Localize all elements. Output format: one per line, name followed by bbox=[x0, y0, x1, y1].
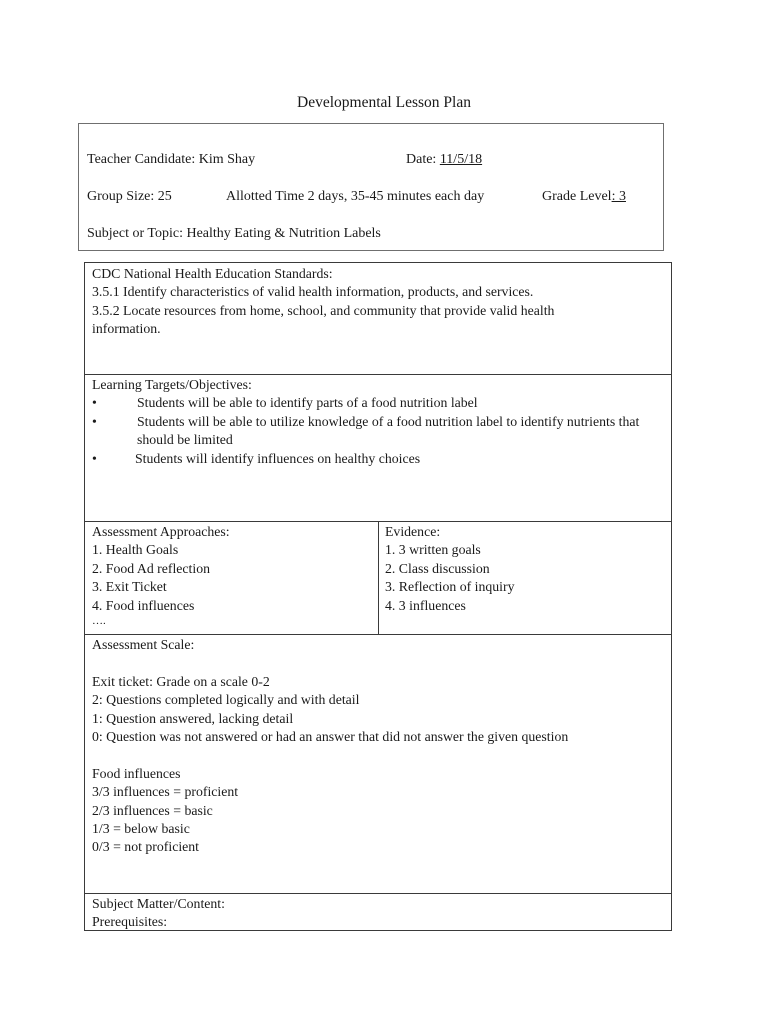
lesson-plan-table bbox=[84, 262, 672, 931]
bullet: • bbox=[92, 395, 97, 411]
objective-text: Students will be able to utilize knowledge of a food nutrition label to identify nutrients that should be limited bbox=[137, 413, 640, 448]
food-influences-criterion: 0/3 = not proficient bbox=[92, 839, 200, 855]
teacher-name: Kim Shay bbox=[198, 152, 256, 167]
evidence-item: 3. Reflection of inquiry bbox=[385, 579, 515, 595]
date-label: Date: bbox=[406, 152, 437, 167]
subject-matter-heading: Subject Matter/Content: bbox=[92, 896, 225, 911]
standard-item: 3.5.2 Locate resources from home, school, and community that provide valid health information. bbox=[92, 302, 555, 337]
lesson-header-box bbox=[78, 123, 664, 251]
subject-topic-field bbox=[87, 226, 381, 242]
evidence-heading: Evidence: bbox=[385, 524, 441, 539]
grade-level-label: Grade Level bbox=[542, 189, 612, 204]
assessment-scale-cell bbox=[85, 634, 671, 859]
evidence-item: 2. Class discussion bbox=[385, 560, 490, 576]
standards-heading: CDC National Health Education Standards: bbox=[92, 266, 333, 281]
food-influences-criterion: 3/3 influences = proficient bbox=[92, 784, 239, 800]
document-title: Developmental Lesson Plan bbox=[297, 94, 471, 111]
group-size-label: Group Size: bbox=[87, 189, 155, 204]
date-value: 11/5/18 bbox=[439, 152, 483, 167]
objectives-cell bbox=[85, 374, 671, 470]
assessment-approaches-cell bbox=[85, 521, 378, 630]
assessment-item: 2. Food Ad reflection bbox=[92, 560, 211, 576]
standards-cell bbox=[85, 263, 671, 341]
objective-item bbox=[92, 450, 664, 468]
food-influences-criterion: 1/3 = below basic bbox=[92, 821, 190, 837]
bullet: • bbox=[92, 413, 97, 429]
subject-label: Subject or Topic: bbox=[87, 226, 183, 241]
spacer bbox=[92, 746, 664, 764]
objective-item bbox=[92, 413, 664, 450]
date-field bbox=[406, 152, 482, 168]
bullet: • bbox=[92, 450, 97, 466]
objectives-heading: Learning Targets/Objectives: bbox=[92, 377, 252, 392]
objective-text: Students will identify influences on healthy choices bbox=[135, 450, 421, 466]
teacher-candidate-field bbox=[87, 152, 255, 168]
exit-ticket-criterion: 0: Question was not answered or had an answer that did not answer the given question bbox=[92, 729, 569, 745]
evidence-item: 4. 3 influences bbox=[385, 597, 466, 613]
prerequisites-heading: Prerequisites: bbox=[92, 914, 168, 930]
exit-ticket-criterion: 1: Question answered, lacking detail bbox=[92, 710, 294, 726]
standard-item: 3.5.1 Identify characteristics of valid health information, products, and services. bbox=[92, 284, 534, 300]
group-size-value: 25 bbox=[157, 189, 172, 204]
grade-level-value: : 3 bbox=[611, 189, 626, 204]
food-influences-heading: Food influences bbox=[92, 765, 181, 781]
scale-heading: Assessment Scale: bbox=[92, 637, 195, 652]
assessment-item: 4. Food influences bbox=[92, 597, 195, 613]
assessment-heading: Assessment Approaches: bbox=[92, 524, 230, 539]
evidence-item: 1. 3 written goals bbox=[385, 542, 481, 558]
evidence-cell bbox=[378, 521, 671, 617]
assessment-item: 3. Exit Ticket bbox=[92, 579, 167, 595]
group-size-field bbox=[87, 189, 172, 205]
allotted-time: Allotted Time 2 days, 35-45 minutes each day bbox=[226, 189, 485, 204]
objective-item bbox=[92, 394, 664, 412]
grade-level-field bbox=[542, 189, 626, 205]
assessment-item: 1. Health Goals bbox=[92, 542, 179, 558]
subject-value: Healthy Eating & Nutrition Labels bbox=[186, 226, 381, 241]
exit-ticket-criterion: 2: Questions completed logically and with detail bbox=[92, 692, 360, 708]
ellipsis: …. bbox=[92, 615, 106, 628]
teacher-label: Teacher Candidate: bbox=[87, 152, 196, 167]
subject-matter-cell bbox=[85, 893, 671, 934]
food-influences-criterion: 2/3 influences = basic bbox=[92, 802, 213, 818]
objective-text: Students will be able to identify parts of a food nutrition label bbox=[137, 395, 478, 411]
exit-ticket-heading: Exit ticket: Grade on a scale 0-2 bbox=[92, 673, 270, 689]
spacer bbox=[92, 654, 664, 672]
